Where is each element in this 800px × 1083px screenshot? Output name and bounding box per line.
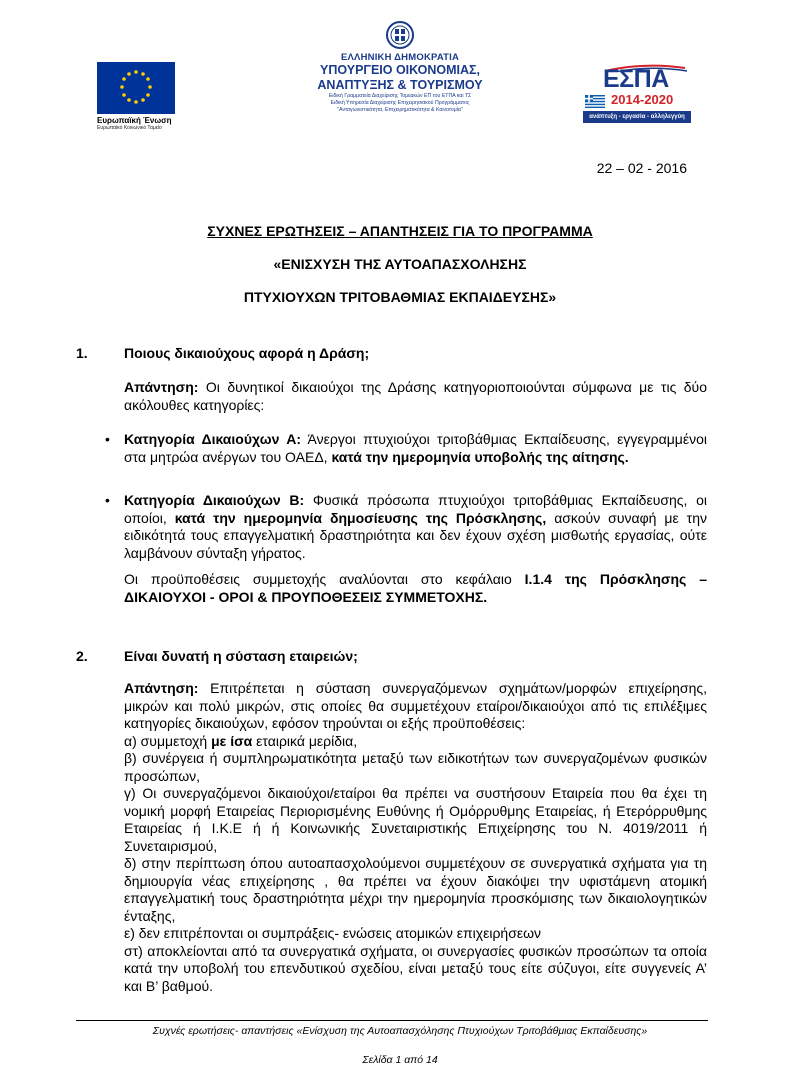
condition-e: ε) δεν επιτρέπονται οι συμπράξεις- ενώσεις ατομικών επιχειρήσεων xyxy=(124,925,542,941)
footer-text: Συχνές ερωτήσεις- απαντήσεις «Ενίσχυση της Αυτοαπασχόλησης Πτυχιούχων Τριτοβάθμιας Εκπαίδευσης» xyxy=(152,1025,648,1037)
conditions-bold: Ι.1.4 της Πρόσκλησης – ΔΙΚΑΙΟΥΧΟΙ - ΟΡΟΙ & ΠΡΟΥΠΟΘΕΣΕΙΣ ΣΥΜΜΕΤΟΧΗΣ. xyxy=(124,571,707,605)
category-b-bold: κατά την ημερομηνία δημοσίευσης της Πρόσκλησης, xyxy=(174,509,547,526)
ministry-subline1: Ειδική Γραμματεία Διαχείρισης Τομεακών ΕΠ του ΕΤΠΑ και ΤΣ xyxy=(328,93,472,99)
condition-b: β) συνέργεια ή συμπληρωματικότητα μεταξύ των ειδικοτήτων των συνεργαζομένων φυσικών προσώπων, xyxy=(124,750,707,784)
question-1-number: 1. xyxy=(76,345,88,361)
question-2-answer xyxy=(124,680,707,995)
eu-caption: Ευρωπαϊκή Ένωση xyxy=(97,116,172,125)
eu-flag-icon xyxy=(97,62,175,114)
footer-divider xyxy=(76,1020,708,1021)
condition-c: γ) Οι συνεργαζόμενοι δικαιούχοι/εταίροι θα πρέπει να συστήσουν Εταιρεία που θα έχει τη νομική μορφή Εταιρείας Περιορισμένης Ευθύνης ή Ομόρρυθμης Εταιρείας, ή Ετερόρρυθμης Εταιρείας ή Ι.Κ.Ε ή ή Κοινωνικής Συνεταιριστικής Επιχείρησης του Ν. 4019/2011 ή Συνεταιρισμού, xyxy=(124,785,707,854)
question-1-answer xyxy=(124,379,707,414)
question-2-number: 2. xyxy=(76,648,88,664)
category-b-text1: Φυσικά πρόσωπα πτυχιούχοι τριτοβάθμιας Εκπαίδευσης, οι οποίοι, xyxy=(124,492,707,526)
answer-intro xyxy=(124,680,707,733)
espa-logo xyxy=(583,62,691,128)
ministry-subline2: Ειδική Υπηρεσία Διαχείρισης Επιχειρησιακού Προγράμματος xyxy=(330,100,470,106)
condition-a-post: εταιρικά μερίδια, xyxy=(252,732,358,749)
answer-text: Οι δυνητικοί δικαιούχοι της Δράσης κατηγοριοποιούνται σύμφωνα με τις δύο ακόλουθες κατηγορίες: xyxy=(124,379,707,413)
condition-a-pre: α) συμμετοχή xyxy=(124,732,212,749)
title-line2: «ΕΝΙΣΧΥΣΗ ΤΗΣ ΑΥΤΟΑΠΑΣΧΟΛΗΣΗΣ xyxy=(273,256,527,272)
bullet-icon: • xyxy=(105,431,110,447)
category-a-bold: κατά την ημερομηνία υποβολής της αίτησης. xyxy=(331,448,629,465)
condition-a-bold: με ίσα xyxy=(211,732,253,749)
ministry-subline3: "Ανταγωνιστικότητα, Επιχειρηματικότητα & Καινοτομία" xyxy=(337,107,463,113)
conditions-paragraph xyxy=(124,571,707,606)
answer-label: Απάντηση: xyxy=(124,379,199,395)
document-date: 22 – 02 - 2016 xyxy=(596,160,687,176)
bullet-icon: • xyxy=(105,492,110,508)
bullet-category-b xyxy=(124,492,707,562)
category-a-label: Κατηγορία Δικαιούχων Α: xyxy=(124,431,301,447)
greek-emblem-icon xyxy=(385,20,415,50)
greek-flag-icon xyxy=(585,95,605,108)
espa-years: 2014-2020 xyxy=(611,92,674,107)
ministry-line2: ΥΠΟΥΡΓΕΙΟ ΟΙΚΟΝΟΜΙΑΣ, xyxy=(320,63,480,77)
category-b-text2: ασκούν συναφή με την ειδικότητά τους επαγγελματική δραστηριότητα και δεν έχουν σχέση μισθωτής εργασίας, ούτε λαμβάνουν σύνταξη γήρατος. xyxy=(124,509,707,561)
category-b-label: Κατηγορία Δικαιούχων Β: xyxy=(124,492,305,508)
conditions-text: Οι προϋποθέσεις συμμετοχής αναλύονται στο κεφάλαιο xyxy=(124,571,525,587)
title-line1: ΣΥΧΝΕΣ ΕΡΩΤΗΣΕΙΣ – ΑΠΑΝΤΗΣΕΙΣ ΓΙΑ ΤΟ ΠΡΟΓΡΑΜΜΑ xyxy=(207,223,593,239)
category-a-text: Άνεργοι πτυχιούχοι τριτοβάθμιας Εκπαίδευσης, εγγεγραμμένοι στα μητρώα ανέργων του ΟΑΕΔ, xyxy=(124,431,707,465)
page-number: Σελίδα 1 από 14 xyxy=(362,1054,438,1066)
ministry-line1: ΕΛΛΗΝΙΚΗ ΔΗΜΟΚΡΑΤΙΑ xyxy=(340,52,460,63)
condition-st: στ) αποκλείονται από τα συνεργατικά σχήματα, οι συνεργασίες φυσικών προσώπων τα οποία κατά την υποβολή του επενδυτικού σχεδίου, είναι μεταξύ τους είτε σύζυγοι, είτε συγγενείς Α’ και Β’ βαθμού. xyxy=(124,942,707,994)
espa-wordmark: ΕΣΠΑ xyxy=(603,65,669,93)
ministry-header xyxy=(300,20,500,114)
condition-d: δ) στην περίπτωση όπου αυτοαπασχολούμενοι συμμετέχουν σε συνεργατικά σχήματα για τη δημιουργία νέας επιχείρησης , θα πρέπει να έχουν διακόψει την υφιστάμενη ατομική επαγγελματική τους δραστηριότητα μέχρι την ημερομηνία προσκόμισης των δικαιολογητικών ένταξης, xyxy=(124,855,707,924)
ministry-line3: ΑΝΑΠΤΥΞΗΣ & ΤΟΥΡΙΣΜΟΥ xyxy=(317,78,483,92)
eu-subcaption: Ευρωπαϊκό Κοινωνικό Ταμείο xyxy=(97,125,162,131)
question-1-text: Ποιους δικαιούχους αφορά η Δράση; xyxy=(124,345,370,361)
question-2-text: Είναι δυνατή η σύσταση εταιρειών; xyxy=(124,648,358,664)
eu-logo xyxy=(97,62,175,131)
bullet-category-a xyxy=(124,431,707,466)
title-line3: ΠΤΥΧΙΟΥΧΩΝ ΤΡΙΤΟΒΑΘΜΙΑΣ ΕΚΠΑΙΔΕΥΣΗΣ» xyxy=(243,289,557,305)
condition-a xyxy=(124,733,707,751)
answer-label: Απάντηση: xyxy=(124,680,199,696)
answer-text: Επιτρέπεται η σύσταση συνεργαζόμενων σχημάτων/μορφών επιχείρησης, μικρών και πολύ μικρών, στις οποίες θα συμμετέχουν εταίροι/δικαιούχοι από τις επιλέξιμες κατηγορίες δικαιούχων, εφόσον τηρούνται οι εξής προϋποθέσεις: xyxy=(124,680,707,731)
espa-slogan: ανάπτυξη - εργασία - αλληλεγγύη xyxy=(583,111,691,123)
